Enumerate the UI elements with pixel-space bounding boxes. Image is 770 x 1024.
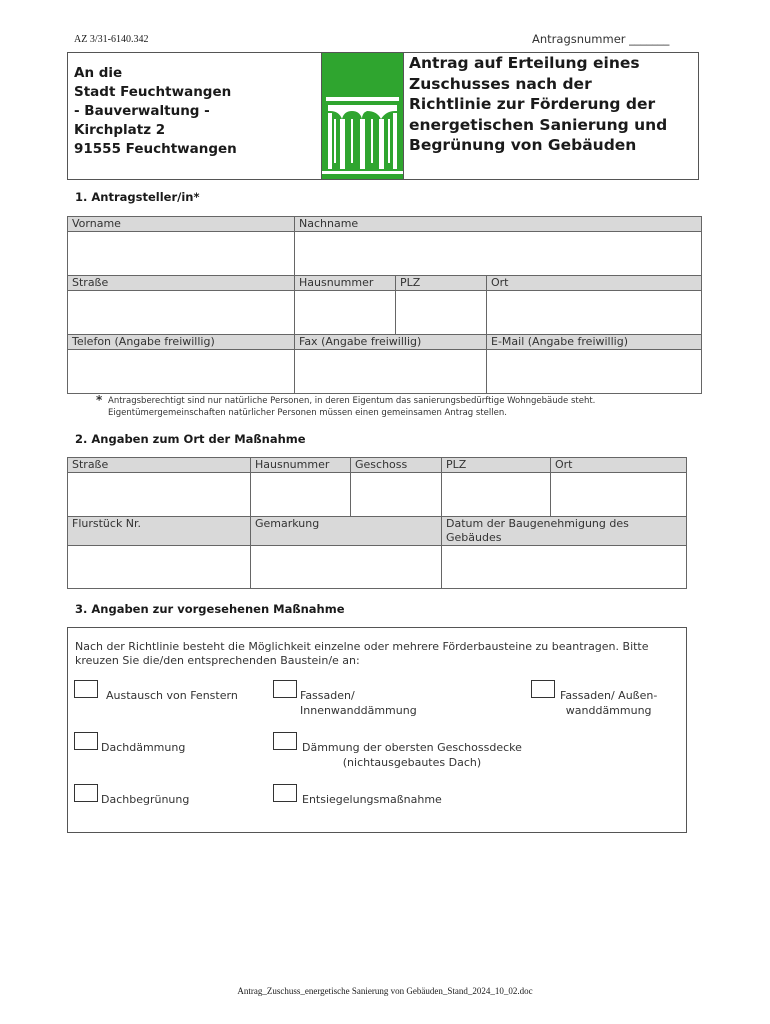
option-dachdaemmung-label: Dachdämmung (101, 741, 186, 754)
label-fax: Fax (Angabe freiwillig) (295, 335, 487, 350)
label-ort-hausnummer: Hausnummer (251, 458, 351, 473)
label-plz: PLZ (396, 276, 487, 291)
option-line: Dämmung der obersten Geschossdecke (302, 741, 522, 754)
option-entsiegelung-label: Entsiegelungsmaßnahme (302, 793, 442, 806)
document-title (409, 53, 667, 156)
input-fax[interactable] (295, 350, 487, 394)
title-line: Zuschusses nach der (409, 74, 592, 93)
checkbox-dachbegruenung[interactable] (74, 784, 98, 802)
label-ort-plz: PLZ (442, 458, 551, 473)
input-flurstueck[interactable] (68, 546, 251, 589)
label-email: E-Mail (Angabe freiwillig) (487, 335, 702, 350)
title-line: Richtlinie zur Förderung der (409, 95, 656, 113)
option-aussenwand-label (560, 688, 657, 718)
option-geschossdecke-label (302, 740, 522, 770)
intro-line: kreuzen Sie die/den entsprechenden Baustein/e an: (75, 654, 360, 667)
label-ort: Ort (487, 276, 702, 291)
input-ort-ort[interactable] (551, 473, 687, 517)
label-telefon: Telefon (Angabe freiwillig) (68, 335, 295, 350)
title-line: energetischen Sanierung und (409, 115, 668, 134)
input-email[interactable] (487, 350, 702, 394)
label-vorname: Vorname (68, 217, 295, 232)
section-3-heading: 3. Angaben zur vorgesehenen Maßnahme (75, 602, 345, 616)
title-line: Begrünung von Gebäuden (409, 136, 637, 154)
input-ort-plz[interactable] (442, 473, 551, 517)
address-line: Kirchplatz 2 (74, 122, 166, 138)
label-flurstueck: Flurstück Nr. (68, 517, 251, 546)
checkbox-fenster[interactable] (74, 680, 98, 698)
measures-intro (75, 640, 675, 668)
option-innenwand-label (300, 688, 417, 718)
address-line: 91555 Feuchtwangen (74, 141, 237, 157)
label-ort-ort: Ort (551, 458, 687, 473)
address-line: - Bauverwaltung - (74, 103, 210, 119)
option-dachbegruenung-label: Dachbegrünung (101, 793, 190, 806)
option-line: Fassaden/ Außen- (560, 689, 658, 702)
label-hausnummer: Hausnummer (295, 276, 396, 291)
input-datum-baugenehmigung[interactable] (442, 546, 687, 589)
label-gemarkung: Gemarkung (251, 517, 442, 546)
section-2-heading: 2. Angaben zum Ort der Maßnahme (75, 432, 306, 446)
option-line: Fassaden/ (300, 689, 355, 702)
checkbox-geschossdecke[interactable] (273, 732, 297, 750)
file-reference: AZ 3/31-6140.342 (74, 34, 149, 45)
footnote-star: * (96, 393, 103, 407)
section-1-heading: 1. Antragsteller/in* (75, 190, 200, 204)
title-line: Antrag auf Erteilung eines (409, 54, 640, 72)
option-line: Innenwanddämmung (300, 704, 417, 717)
address-line: Stadt Feuchtwangen (74, 84, 232, 100)
footnote-line: Antragsberechtigt sind nur natürliche Personen, in deren Eigentum das sanierungsbedürftige Wohngebäude steht. (108, 396, 596, 406)
input-ort-hausnummer[interactable] (251, 473, 351, 517)
input-nachname[interactable] (295, 232, 702, 276)
checkbox-innenwand[interactable] (273, 680, 297, 698)
location-table (67, 457, 687, 589)
input-gemarkung[interactable] (251, 546, 442, 589)
input-hausnummer[interactable] (295, 291, 396, 335)
city-logo (321, 53, 404, 179)
arches-logo-icon (322, 53, 403, 179)
label-datum-baugenehmigung (442, 517, 687, 546)
footnote (96, 395, 595, 419)
input-ort[interactable] (487, 291, 702, 335)
option-fenster-label: Austausch von Fenstern (106, 689, 238, 702)
intro-line: Nach der Richtlinie besteht die Möglichkeit einzelne oder mehrere Förderbausteine zu beantragen. Bitte (75, 640, 649, 653)
label-strasse: Straße (68, 276, 295, 291)
label-ort-strasse: Straße (68, 458, 251, 473)
applicant-table (67, 216, 702, 394)
checkbox-dachdaemmung[interactable] (74, 732, 98, 750)
checkbox-aussenwand[interactable] (531, 680, 555, 698)
input-ort-strasse[interactable] (68, 473, 251, 517)
footnote-line: Eigentümergemeinschaften natürlicher Personen müssen einen gemeinsamen Antrag stellen. (108, 408, 507, 418)
option-line: (nichtausgebautes Dach) (342, 756, 482, 769)
checkbox-entsiegelung[interactable] (273, 784, 297, 802)
label-datum-line: Gebäudes (446, 531, 502, 544)
input-vorname[interactable] (68, 232, 295, 276)
label-geschoss: Geschoss (351, 458, 442, 473)
input-telefon[interactable] (68, 350, 295, 394)
input-geschoss[interactable] (351, 473, 442, 517)
page-footer: Antrag_Zuschuss_energetische Sanierung von Gebäuden_Stand_2024_10_02.doc (237, 986, 533, 996)
antragsnummer-field[interactable]: Antragsnummer _______ (532, 32, 670, 46)
label-nachname: Nachname (295, 217, 702, 232)
address-line: An die (74, 65, 123, 81)
option-line: wanddämmung (565, 704, 652, 717)
recipient-address (74, 64, 237, 159)
label-datum-line: Datum der Baugenehmigung des (446, 517, 629, 530)
input-plz[interactable] (396, 291, 487, 335)
input-strasse[interactable] (68, 291, 295, 335)
